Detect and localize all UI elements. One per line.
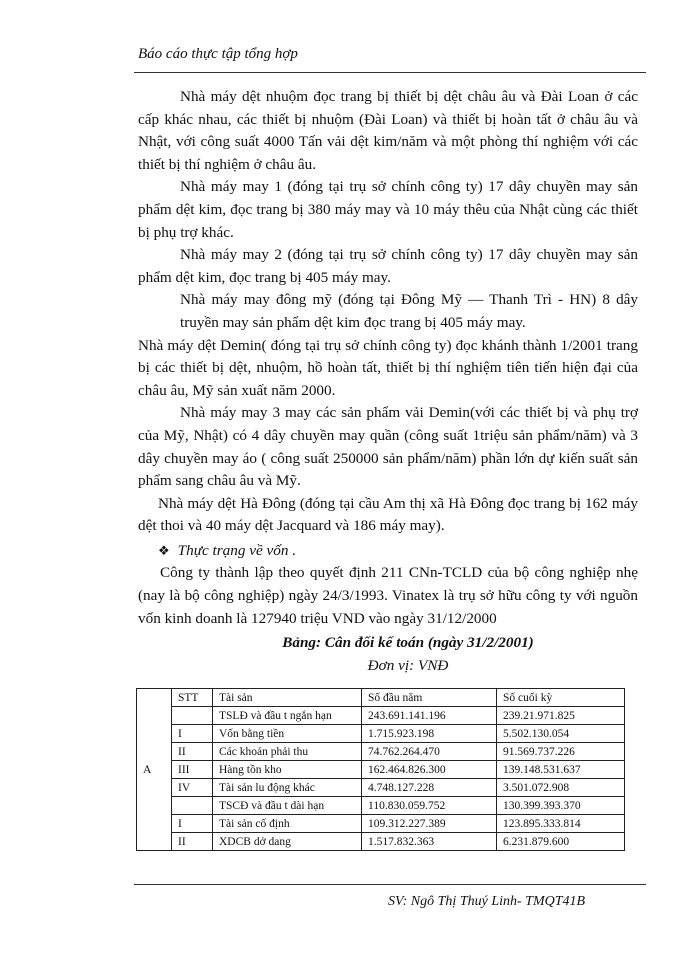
cell-closing: 91.569.737.226 bbox=[497, 743, 625, 761]
cell-stt: III bbox=[172, 761, 213, 779]
cell-stt bbox=[172, 707, 213, 725]
table-row bbox=[137, 743, 625, 761]
paragraph-dong-my-factory: Nhà máy may đông mỹ (đóng tại Đông Mỹ — Thanh Trì - HN) 8 dây truyền may sản phẩm dệt kim đọc trang bị 405 máy may. bbox=[180, 291, 638, 331]
paragraph-ha-dong-factory: Nhà máy dệt Hà Đông (đóng tại cầu Am thị xã Hà Đông đọc trang bị 162 máy dệt thoi và 40 máy dệt Jacquard và 186 máy may). bbox=[138, 494, 638, 535]
paragraph-capital: Công ty thành lập theo quyết định 211 CNn-TCLD của bộ công nghiệp nhẹ (nay là bộ công nghiệp) ngày 24/3/1993. Vinatex là trụ sở hữu công ty với nguồn vốn kinh doanh là 127940 triệu VND vào ngày 31/12/2000 bbox=[138, 564, 638, 627]
paragraph-dyeing-factory: Nhà máy dệt nhuộm đọc trang bị thiết bị dệt châu âu và Đài Loan ở các cấp khác nhau, các thiết bị nhuộm (Đài Loan) và thiết bị hoàn tất ở châu âu và Nhật, với công suất 4000 Tấn vải dệt kim/năm và một phòng thí nghiệm với các thiết bị thí nghiệm ở châu âu. bbox=[138, 88, 638, 173]
table-row bbox=[137, 815, 625, 833]
table-row bbox=[137, 725, 625, 743]
footer-divider bbox=[134, 884, 646, 885]
cell-asset: TSLĐ và đầu t ngắn hạn bbox=[213, 707, 362, 725]
cell-stt: II bbox=[172, 833, 213, 851]
paragraph-garment-factory-2: Nhà máy may 2 (đóng tại trụ sở chính công ty) 17 dây chuyền may sản phẩm dệt kim, đọc trang bị 405 máy may. bbox=[138, 246, 638, 286]
paragraph-garment-factory-1: Nhà máy may 1 (đóng tại trụ sở chính công ty) 17 dây chuyền may sản phẩm dệt kim, đọc trang bị 380 máy may và 10 máy thêu của Nhật cùng các thiết bị phụ trợ khác. bbox=[138, 178, 638, 241]
table-unit: Đơn vị: VNĐ bbox=[367, 656, 449, 674]
diamond-bullet-icon: ❖ bbox=[158, 542, 170, 558]
body-text bbox=[138, 86, 638, 677]
header-closing: Số cuối kỳ bbox=[497, 689, 625, 707]
cell-asset: Tài sản lu động khác bbox=[213, 779, 362, 797]
cell-stt: I bbox=[172, 815, 213, 833]
cell-asset: XDCB dở dang bbox=[213, 833, 362, 851]
cell-closing: 5.502.130.054 bbox=[497, 725, 625, 743]
cell-asset: Tài sản cố định bbox=[213, 815, 362, 833]
page-footer: SV: Ngô Thị Thuý Linh- TMQT41B bbox=[388, 894, 586, 909]
cell-asset: TSCĐ và đầu t dài hạn bbox=[213, 797, 362, 815]
table-row bbox=[137, 833, 625, 851]
cell-opening: 243.691.141.196 bbox=[362, 707, 497, 725]
cell-asset: Vốn bằng tiền bbox=[213, 725, 362, 743]
cell-opening: 1.715.923.198 bbox=[362, 725, 497, 743]
cell-opening: 4.748.127.228 bbox=[362, 779, 497, 797]
cell-opening: 162.464.826.300 bbox=[362, 761, 497, 779]
section-heading-capital bbox=[138, 540, 638, 563]
table-caption-text: : Cân đối kế toán (ngày 31/2/2001) bbox=[316, 634, 534, 652]
cell-stt bbox=[172, 797, 213, 815]
table-caption-label: Bảng bbox=[282, 634, 317, 652]
section-title: Thực trạng về vốn . bbox=[177, 541, 297, 559]
paragraph-garment-factory-3: Nhà máy may 3 may các sản phẩm vải Demin(với các thiết bị và phụ trợ của Mỹ, Nhật) có 4 dây chuyền may quần (công suất 1triệu sản phẩm/năm) và 3 dây chuyền may áo ( công suất 250000 sản phẩm/năm) phần lớn dự kiến suất sản phẩm sang châu âu và Mỹ. bbox=[138, 404, 638, 490]
header-divider bbox=[134, 72, 646, 73]
cell-stt: II bbox=[172, 743, 213, 761]
header-asset: Tài sản bbox=[213, 689, 362, 707]
table-caption bbox=[138, 632, 638, 655]
cell-asset: Hàng tồn kho bbox=[213, 761, 362, 779]
table-header-row bbox=[137, 689, 625, 707]
table-row bbox=[137, 779, 625, 797]
cell-closing: 239.21.971.825 bbox=[497, 707, 625, 725]
cell-stt: IV bbox=[172, 779, 213, 797]
balance-sheet-table bbox=[136, 688, 625, 851]
cell-closing: 3.501.072.908 bbox=[497, 779, 625, 797]
header-opening: Số đầu năm bbox=[362, 689, 497, 707]
group-label-cell: A bbox=[137, 689, 172, 851]
cell-asset: Các khoản phải thu bbox=[213, 743, 362, 761]
cell-stt: I bbox=[172, 725, 213, 743]
header-stt: STT bbox=[172, 689, 213, 707]
table-row bbox=[137, 707, 625, 725]
page-header: Báo cáo thực tập tổng hợp bbox=[138, 46, 298, 62]
cell-opening: 1.517.832.363 bbox=[362, 833, 497, 851]
table-row bbox=[137, 797, 625, 815]
cell-closing: 139.148.531.637 bbox=[497, 761, 625, 779]
table-row bbox=[137, 761, 625, 779]
cell-opening: 109.312.227.389 bbox=[362, 815, 497, 833]
cell-opening: 110.830.059.752 bbox=[362, 797, 497, 815]
cell-closing: 123.895.333.814 bbox=[497, 815, 625, 833]
cell-opening: 74.762.264.470 bbox=[362, 743, 497, 761]
cell-closing: 6.231.879.600 bbox=[497, 833, 625, 851]
cell-closing: 130.399.393.370 bbox=[497, 797, 625, 815]
paragraph-demin-factory: Nhà máy dệt Demin( đóng tại trụ sở chính công ty) đọc khánh thành 1/2001 trang bị các thiết bị dệt, nhuộm, hồ hoàn tất, thiết bị thí nghiệm tiên tiến hiện đại của châu âu, Mỹ sản xuất năm 2000. bbox=[138, 336, 638, 399]
